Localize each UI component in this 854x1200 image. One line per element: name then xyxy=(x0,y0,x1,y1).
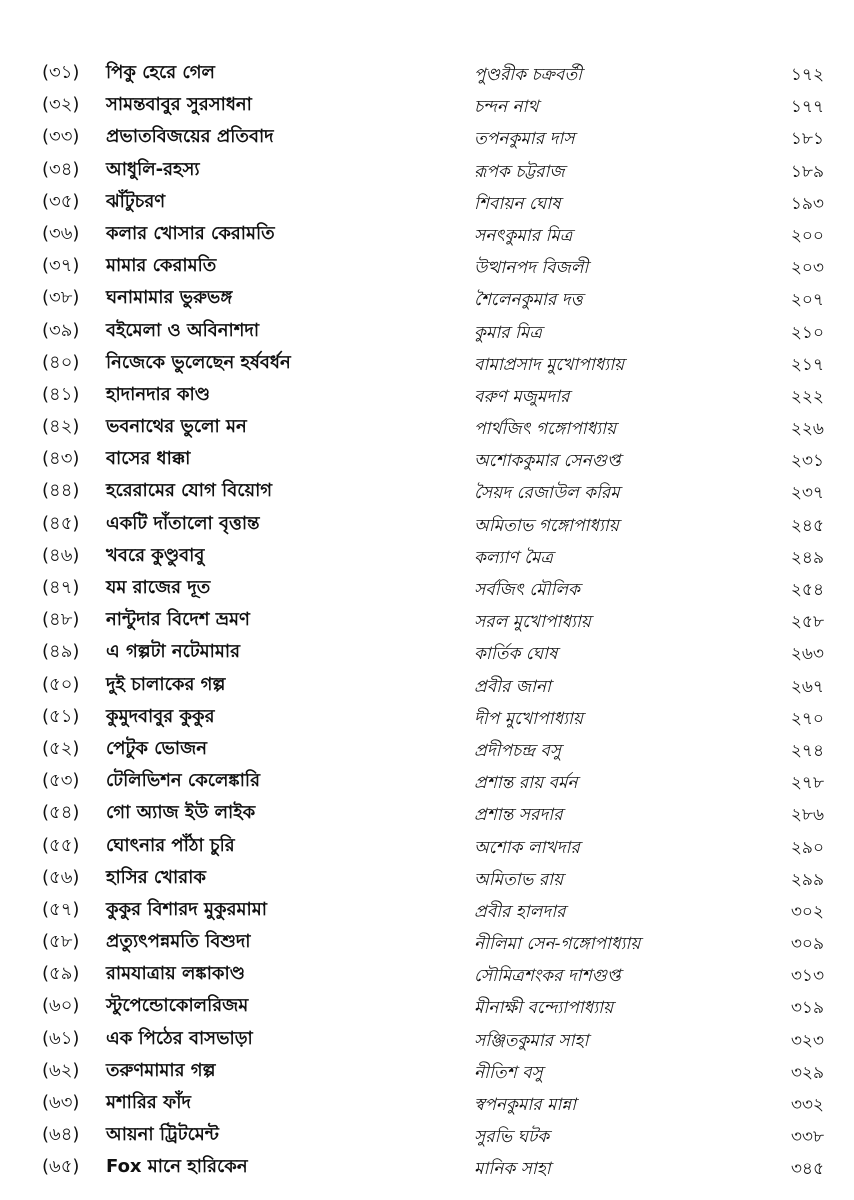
toc-row xyxy=(0,187,854,219)
page-number: ২৬৭ xyxy=(790,676,824,697)
toc-row xyxy=(0,155,854,187)
story-title: বইমেলা ও অবিনাশদা xyxy=(106,319,260,341)
story-title: বাসের ধাক্কা xyxy=(106,448,191,470)
entry-number: (৫০) xyxy=(42,673,80,695)
page-number: ২০৩ xyxy=(790,258,824,279)
page-number: ৩২৩ xyxy=(790,1030,824,1051)
story-title: প্রত্যুৎপন্নমতি বিশুদা xyxy=(106,931,251,953)
author-name: তপনকুমার দাস xyxy=(474,129,575,150)
entry-number: (৪৪) xyxy=(42,480,80,502)
page-number: ১৭২ xyxy=(790,65,824,85)
page-number: ২৪৫ xyxy=(790,515,824,536)
toc-row xyxy=(0,605,854,637)
entry-number: (৪৮) xyxy=(42,609,80,631)
author-name: বামাপ্রসাদ মুখোপাধ্যায় xyxy=(474,354,625,375)
page-number: ৩১৯ xyxy=(790,998,824,1019)
toc-row xyxy=(0,219,854,251)
toc-row xyxy=(0,734,854,766)
entry-number: (৬৫) xyxy=(42,1156,80,1178)
toc-row xyxy=(0,1152,854,1184)
page-number: ২৯০ xyxy=(790,837,824,858)
story-title: হাদানদার কাণ্ড xyxy=(106,383,211,405)
entry-number: (৫২) xyxy=(42,737,80,759)
page-number: ৩১৩ xyxy=(790,966,824,987)
toc-row xyxy=(0,444,854,476)
toc-row xyxy=(0,895,854,927)
author-name: শৈলেনকুমার দত্ত xyxy=(474,290,583,311)
author-name: অমিতাভ গঙ্গোপাধ্যায় xyxy=(474,515,619,536)
entry-number: (৬৩) xyxy=(42,1092,80,1113)
author-name: কার্তিক ঘোষ xyxy=(474,644,558,665)
author-name: সৌমিত্রশংকর দাশগুপ্ত xyxy=(474,966,621,987)
toc-row xyxy=(0,670,854,702)
toc-row xyxy=(0,316,854,348)
story-title: ঝাঁটুচরণ xyxy=(106,190,166,212)
story-title: গো অ্যাজ ইউ লাইক xyxy=(106,802,256,824)
entry-number: (৩৫) xyxy=(42,190,80,212)
author-name: দীপ মুখোপাধ্যায় xyxy=(474,708,583,729)
story-title: ঘনামামার ভুরুভঙ্গ xyxy=(106,287,233,309)
page-number: ২৫৮ xyxy=(790,612,824,633)
story-title: রামযাত্রায় লঙ্কাকাণ্ড xyxy=(106,963,245,985)
story-title: ভবনাথের ভুলো মন xyxy=(106,416,247,438)
page-number: ২৫৪ xyxy=(790,580,824,600)
story-title: প্রভাতবিজয়ের প্রতিবাদ xyxy=(106,126,274,148)
author-name: মীনাক্ষী বন্দ্যোপাধ্যায় xyxy=(474,998,614,1019)
story-title: তরুণমামার গল্প xyxy=(106,1059,216,1081)
author-name: বরুণ মজুমদার xyxy=(474,386,570,407)
story-title: খবরে কুণ্ডুবাবু xyxy=(106,544,205,566)
entry-number: (৪৩) xyxy=(42,448,80,470)
entry-number: (৫৯) xyxy=(42,963,80,985)
author-name: নীলিমা সেন-গঙ্গোপাধ্যায় xyxy=(474,934,641,955)
toc-row xyxy=(0,476,854,508)
author-name: অমিতাভ রায় xyxy=(474,869,564,890)
page-number: ২৩১ xyxy=(790,451,824,472)
story-title: পেটুক ভোজন xyxy=(106,737,207,759)
page-number: ৩৪৫ xyxy=(790,1159,824,1180)
entry-number: (৬৪) xyxy=(42,1124,80,1146)
story-title: কুকুর বিশারদ মুকুরমামা xyxy=(106,898,267,920)
toc-row xyxy=(0,927,854,959)
entry-number: (৩১) xyxy=(42,62,80,83)
author-name: সর্বজিৎ মৌলিক xyxy=(474,580,580,600)
story-title: পিকু হেরে গেল xyxy=(106,62,215,83)
toc-row xyxy=(0,991,854,1023)
author-name: চন্দন নাথ xyxy=(474,97,539,118)
author-name: মানিক সাহা xyxy=(474,1159,551,1180)
toc-row xyxy=(0,959,854,991)
entry-number: (৩৭) xyxy=(42,255,80,277)
author-name: সঞ্জিতকুমার সাহা xyxy=(474,1030,589,1051)
story-title: স্টুপেন্ডোকোলরিজম xyxy=(106,995,249,1017)
entry-number: (৩৯) xyxy=(42,319,80,341)
author-name: অশোককুমার সেনগুপ্ত xyxy=(474,451,621,472)
author-name: সুরভি ঘটক xyxy=(474,1127,550,1148)
story-title: আয়না ট্রিটমেন্ট xyxy=(106,1124,219,1146)
author-name: প্রদীপচন্দ্র বসু xyxy=(474,740,562,761)
toc-row xyxy=(0,380,854,412)
story-title: দুই চালাকের গল্প xyxy=(106,673,226,695)
author-name: পুণ্ডরীক চক্রবর্তী xyxy=(474,65,582,85)
toc-row xyxy=(0,1024,854,1056)
page-number: ২০০ xyxy=(790,225,824,246)
toc-row xyxy=(0,831,854,863)
page-number: ২০৭ xyxy=(790,290,824,311)
author-name: উত্থানপদ বিজলী xyxy=(474,258,589,279)
author-name: প্রবীর জানা xyxy=(474,676,551,697)
story-title: হরেরামের যোগ বিয়োগ xyxy=(106,480,273,502)
toc-row xyxy=(0,1088,854,1120)
page-number: ৩০২ xyxy=(790,901,824,922)
story-title: টেলিভিশন কেলেঙ্কারি xyxy=(106,770,260,792)
entry-number: (৪৯) xyxy=(42,641,80,663)
entry-number: (৪৫) xyxy=(42,512,80,534)
toc-row xyxy=(0,122,854,154)
entry-number: (৪৬) xyxy=(42,544,80,566)
entry-number: (৫৩) xyxy=(42,770,80,792)
author-name: সৈয়দ রেজাউল করিম xyxy=(474,483,620,504)
story-title: এক পিঠের বাসভাড়া xyxy=(106,1027,253,1049)
page-number: ১৯৩ xyxy=(790,193,824,214)
story-title: হাসির খোরাক xyxy=(106,866,206,888)
author-name: কুমার মিত্র xyxy=(474,322,542,343)
entry-number: (৫১) xyxy=(42,705,80,727)
toc-row xyxy=(0,702,854,734)
story-title: নিজেকে ভুলেছেন হর্ষবর্ধন xyxy=(106,351,291,373)
entry-number: (৪১) xyxy=(42,383,80,405)
author-name: প্রশান্ত সরদার xyxy=(474,805,563,826)
toc-row xyxy=(0,1120,854,1152)
entry-number: (৬০) xyxy=(42,995,80,1017)
entry-number: (৫৬) xyxy=(42,866,80,888)
author-name: প্রশান্ত রায় বর্মন xyxy=(474,773,578,794)
story-title: যম রাজের দূত xyxy=(106,577,211,598)
toc-row xyxy=(0,412,854,444)
page-number: ৩২৯ xyxy=(790,1062,824,1083)
page-number: ২৯৯ xyxy=(790,869,824,890)
page-number: ২১০ xyxy=(790,322,824,343)
entry-number: (৫৮) xyxy=(42,931,80,953)
story-title: Fox মানে হারিকেন xyxy=(106,1156,248,1178)
story-title: কলার খোসার কেরামতি xyxy=(106,222,275,244)
toc-row xyxy=(0,766,854,798)
story-title: ঘোৎনার পাঁঠা চুরি xyxy=(106,834,235,856)
page-number: ২৭০ xyxy=(790,708,824,729)
page-number: ২৭৪ xyxy=(790,740,824,761)
author-name: পার্থজিৎ গঙ্গোপাধ্যায় xyxy=(474,419,617,440)
page-number: ১৮৯ xyxy=(790,161,824,182)
story-title: এ গল্পটা নটেমামার xyxy=(106,641,241,663)
toc-row xyxy=(0,637,854,669)
page-number: ২৪৯ xyxy=(790,547,824,568)
toc-row xyxy=(0,251,854,283)
entry-number: (৫৪) xyxy=(42,802,80,824)
page-number: ২৬৩ xyxy=(790,644,824,665)
page-number: ৩৩৮ xyxy=(790,1127,824,1148)
toc-row xyxy=(0,863,854,895)
author-name: অশোক লাখদার xyxy=(474,837,580,858)
toc-row xyxy=(0,798,854,830)
toc-row xyxy=(0,509,854,541)
author-name: সনৎকুমার মিত্র xyxy=(474,225,573,246)
page-number: ৩৩২ xyxy=(790,1095,824,1115)
page-number: ২১৭ xyxy=(790,354,824,375)
toc-row xyxy=(0,541,854,573)
entry-number: (৪২) xyxy=(42,416,80,438)
toc-row xyxy=(0,1056,854,1088)
toc-row xyxy=(0,90,854,122)
toc-row xyxy=(0,283,854,315)
toc-row xyxy=(0,348,854,380)
entry-number: (৩৩) xyxy=(42,126,80,148)
entry-number: (৪৭) xyxy=(42,577,80,598)
entry-number: (৩৮) xyxy=(42,287,80,309)
story-title: কুমুদবাবুর কুকুর xyxy=(106,705,215,727)
page-number: ২৭৮ xyxy=(790,773,824,794)
author-name: স্বপনকুমার মান্না xyxy=(474,1095,577,1115)
entry-number: (৫৭) xyxy=(42,898,80,920)
entry-number: (৫৫) xyxy=(42,834,80,856)
page-number: ২২৬ xyxy=(790,419,824,440)
entry-number: (৬২) xyxy=(42,1059,80,1081)
entry-number: (৬১) xyxy=(42,1027,80,1049)
entry-number: (৩৪) xyxy=(42,158,80,180)
page-number: ৩০৯ xyxy=(790,934,824,955)
author-name: শিবায়ন ঘোষ xyxy=(474,193,561,214)
story-title: মামার কেরামতি xyxy=(106,255,217,277)
entry-number: (৩২) xyxy=(42,94,80,116)
page-number: ১৮১ xyxy=(790,129,824,150)
author-name: নীতিশ বসু xyxy=(474,1062,543,1083)
author-name: সরল মুখোপাধ্যায় xyxy=(474,612,591,633)
entry-number: (৩৬) xyxy=(42,222,80,244)
toc-row xyxy=(0,58,854,90)
table-of-contents xyxy=(0,58,854,1185)
author-name: রূপক চট্টরাজ xyxy=(474,161,565,182)
toc-row xyxy=(0,573,854,605)
story-title: একটি দাঁতালো বৃত্তান্ত xyxy=(106,512,260,534)
story-title: মশারির ফাঁদ xyxy=(106,1092,191,1113)
author-name: কল্যাণ মৈত্র xyxy=(474,547,553,568)
page-number: ২৩৭ xyxy=(790,483,824,504)
page-number: ১৭৭ xyxy=(790,97,824,118)
page-number: ২৮৬ xyxy=(790,805,824,826)
page-number: ২২২ xyxy=(790,386,824,407)
entry-number: (৪০) xyxy=(42,351,80,373)
author-name: প্রবীর হালদার xyxy=(474,901,566,922)
story-title: সামন্তবাবুর সুরসাধনা xyxy=(106,94,252,116)
story-title: আধুলি-রহস্য xyxy=(106,158,200,180)
story-title: নান্টুদার বিদেশ ভ্রমণ xyxy=(106,609,250,631)
